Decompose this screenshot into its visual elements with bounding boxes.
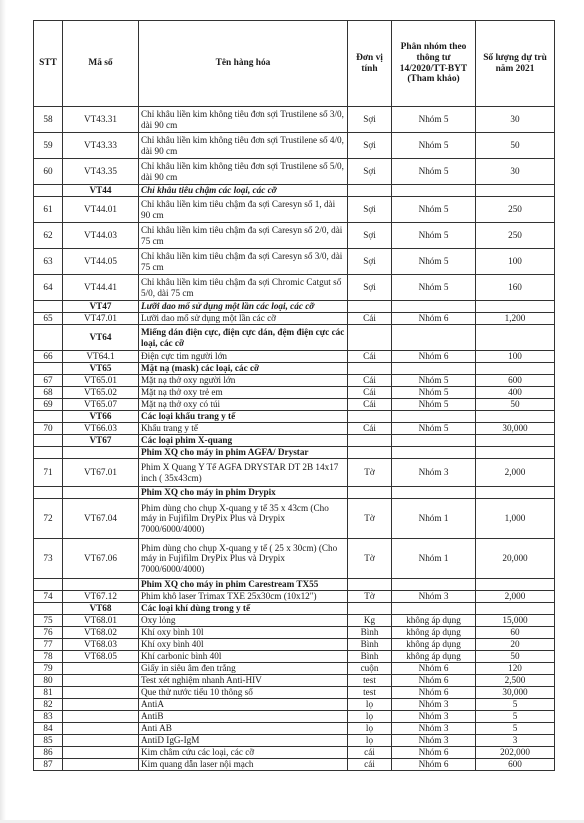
cell-stt: 63: [34, 249, 63, 275]
cell-qty: 60: [476, 627, 555, 639]
cell-code: VT65.01: [63, 375, 139, 387]
cell-code: VT68.05: [63, 651, 139, 663]
section-code: VT44: [63, 185, 139, 197]
table-row: [34, 107, 555, 133]
cell-group: Nhóm 5: [392, 399, 476, 411]
cell-group: Nhóm 5: [392, 223, 476, 249]
section-title: Mặt nạ (mask) các loại, các cỡ: [139, 363, 348, 375]
cell-code: [63, 675, 139, 687]
section-title: Các loại phim X-quang: [139, 435, 348, 447]
section-title: Các loại khẩu trang y tế: [139, 411, 348, 423]
section-row: [34, 411, 555, 423]
cell-qty: [476, 301, 555, 313]
cell-stt: 70: [34, 423, 63, 435]
table-row: [34, 387, 555, 399]
cell-code: VT67.04: [63, 499, 139, 539]
cell-group: không áp dụng: [392, 627, 476, 639]
cell-unit: Cái: [348, 375, 392, 387]
section-code: VT64: [63, 325, 139, 351]
table-row: [34, 759, 555, 771]
subsection-row: [34, 447, 555, 459]
cell-code: VT67.01: [63, 459, 139, 487]
cell-qty: 3: [476, 735, 555, 747]
cell-name: Khẩu trang y tế: [139, 423, 348, 435]
section-row: [34, 325, 555, 351]
table-row: [34, 591, 555, 603]
col-header-group: Phân nhóm theo thông tư 14/2020/TT-BYT (Tham khảo): [392, 21, 476, 107]
table-row: [34, 197, 555, 223]
cell-qty: 1,200: [476, 313, 555, 325]
cell-group: Nhóm 3: [392, 735, 476, 747]
table-row: [34, 249, 555, 275]
cell-qty: 2,000: [476, 459, 555, 487]
cell-group: [392, 325, 476, 351]
cell-unit: Sợi: [348, 249, 392, 275]
cell-unit: Kg: [348, 615, 392, 627]
cell-name: Điện cực tim người lớn: [139, 351, 348, 363]
cell-code: VT66.03: [63, 423, 139, 435]
cell-stt: [34, 447, 63, 459]
cell-unit: Sợi: [348, 197, 392, 223]
cell-stt: 76: [34, 627, 63, 639]
cell-unit: [348, 579, 392, 591]
cell-qty: 600: [476, 759, 555, 771]
cell-unit: Bình: [348, 651, 392, 663]
table-row: [34, 423, 555, 435]
cell-name: Chỉ khâu liền kim không tiêu đơn sợi Trustilene số 4/0, dài 90 cm: [139, 133, 348, 159]
cell-code: [63, 723, 139, 735]
cell-unit: Cái: [348, 399, 392, 411]
cell-name: Chỉ khâu liền kim tiêu chậm đa sợi Chromic Catgut số 5/0, dài 75 cm: [139, 275, 348, 301]
section-code: VT66: [63, 411, 139, 423]
cell-name: AntiB: [139, 711, 348, 723]
subsection-row: [34, 487, 555, 499]
cell-group: [392, 411, 476, 423]
table-row: [34, 499, 555, 539]
cell-name: Chỉ khâu liền kim không tiêu đơn sợi Trustilene số 5/0, dài 90 cm: [139, 159, 348, 185]
cell-name: Giấy in siêu âm đen trắng: [139, 663, 348, 675]
cell-stt: 72: [34, 499, 63, 539]
section-row: [34, 363, 555, 375]
section-row: [34, 603, 555, 615]
section-title: Miếng dán điện cực, điện cực dán, đệm điện cực các loại, các cỡ: [139, 325, 348, 351]
cell-stt: 62: [34, 223, 63, 249]
cell-name: Phim dùng cho chụp X-quang y tế 35 x 43cm (Cho máy in Fujifilm DryPix Plus và Drypix 7000/6000/4000): [139, 499, 348, 539]
cell-stt: 69: [34, 399, 63, 411]
cell-unit: test: [348, 675, 392, 687]
table-row: [34, 675, 555, 687]
cell-code: VT44.41: [63, 275, 139, 301]
cell-qty: 250: [476, 223, 555, 249]
section-row: [34, 301, 555, 313]
cell-name: Khí carbonic bình 40l: [139, 651, 348, 663]
cell-group: [392, 301, 476, 313]
cell-group: [392, 579, 476, 591]
cell-qty: [476, 325, 555, 351]
cell-qty: 160: [476, 275, 555, 301]
cell-unit: cái: [348, 759, 392, 771]
cell-code: VT43.31: [63, 107, 139, 133]
table-row: [34, 159, 555, 185]
cell-stt: [34, 301, 63, 313]
subsection-title: Phim XQ cho máy in phim Drypix: [139, 487, 348, 499]
cell-code: VT68.02: [63, 627, 139, 639]
cell-qty: 100: [476, 351, 555, 363]
cell-stt: 83: [34, 711, 63, 723]
cell-qty: 2,500: [476, 675, 555, 687]
cell-name: Chỉ khâu liền kim tiêu chậm đa sợi Caresyn số 3/0, dài 75 cm: [139, 249, 348, 275]
subsection-title: Phim XQ cho máy in phim AGFA/ Drystar: [139, 447, 348, 459]
cell-unit: Bình: [348, 639, 392, 651]
table-header-row: [34, 21, 555, 107]
cell-unit: Tờ: [348, 459, 392, 487]
cell-group: Nhóm 6: [392, 663, 476, 675]
cell-name: AntiD IgG-IgM: [139, 735, 348, 747]
cell-stt: 75: [34, 615, 63, 627]
cell-name: Lưỡi dao mổ sử dụng một lần các cỡ: [139, 313, 348, 325]
cell-qty: [476, 603, 555, 615]
cell-stt: 74: [34, 591, 63, 603]
table-row: [34, 399, 555, 411]
cell-unit: Sợi: [348, 107, 392, 133]
cell-group: Nhóm 3: [392, 699, 476, 711]
cell-stt: 78: [34, 651, 63, 663]
cell-unit: Cái: [348, 423, 392, 435]
cell-group: Nhóm 5: [392, 159, 476, 185]
cell-stt: 71: [34, 459, 63, 487]
cell-unit: [348, 435, 392, 447]
cell-unit: Cái: [348, 351, 392, 363]
cell-unit: lọ: [348, 735, 392, 747]
cell-unit: lọ: [348, 723, 392, 735]
cell-group: [392, 185, 476, 197]
cell-group: [392, 435, 476, 447]
table-row: [34, 351, 555, 363]
cell-unit: Tờ: [348, 591, 392, 603]
cell-code: [63, 663, 139, 675]
cell-code: [63, 735, 139, 747]
section-code: VT47: [63, 301, 139, 313]
table-row: [34, 375, 555, 387]
cell-group: [392, 603, 476, 615]
cell-name: Khí oxy bình 10l: [139, 627, 348, 639]
table-row: [34, 663, 555, 675]
cell-qty: 600: [476, 375, 555, 387]
cell-code: VT47.01: [63, 313, 139, 325]
cell-group: [392, 363, 476, 375]
cell-qty: 100: [476, 249, 555, 275]
cell-group: Nhóm 5: [392, 107, 476, 133]
cell-qty: 120: [476, 663, 555, 675]
cell-qty: 30,000: [476, 687, 555, 699]
cell-qty: [476, 185, 555, 197]
scan-edge-shadow: [0, 0, 6, 823]
cell-code: VT64.1: [63, 351, 139, 363]
cell-group: Nhóm 6: [392, 687, 476, 699]
cell-group: Nhóm 5: [392, 133, 476, 159]
table-row: [34, 459, 555, 487]
cell-name: Phim X Quang Y Tế AGFA DRYSTAR DT 2B 14x17 inch ( 35x43cm): [139, 459, 348, 487]
subsection-row: [34, 579, 555, 591]
cell-qty: 30: [476, 107, 555, 133]
cell-name: Khí oxy bình 40l: [139, 639, 348, 651]
table-row: [34, 627, 555, 639]
cell-group: Nhóm 3: [392, 723, 476, 735]
cell-name: Anti AB: [139, 723, 348, 735]
section-row: [34, 435, 555, 447]
table-row: [34, 687, 555, 699]
cell-name: AntiA: [139, 699, 348, 711]
cell-stt: 66: [34, 351, 63, 363]
cell-unit: Cái: [348, 313, 392, 325]
cell-stt: 80: [34, 675, 63, 687]
cell-name: Kim quang dẫn laser nội mạch: [139, 759, 348, 771]
cell-code: VT68.01: [63, 615, 139, 627]
cell-group: Nhóm 3: [392, 711, 476, 723]
cell-group: [392, 447, 476, 459]
table-row: [34, 275, 555, 301]
section-title: Chỉ khâu tiêu chậm các loại, các cỡ: [139, 185, 348, 197]
cell-group: Nhóm 5: [392, 423, 476, 435]
cell-unit: lọ: [348, 711, 392, 723]
cell-qty: 30: [476, 159, 555, 185]
cell-qty: [476, 447, 555, 459]
cell-unit: cuộn: [348, 663, 392, 675]
section-code: VT67: [63, 435, 139, 447]
cell-code: [63, 579, 139, 591]
cell-unit: Sợi: [348, 223, 392, 249]
cell-qty: 2,000: [476, 591, 555, 603]
cell-qty: [476, 363, 555, 375]
cell-qty: 15,000: [476, 615, 555, 627]
section-row: [34, 185, 555, 197]
cell-group: Nhóm 1: [392, 499, 476, 539]
cell-qty: [476, 435, 555, 447]
cell-group: Nhóm 5: [392, 197, 476, 223]
cell-qty: [476, 411, 555, 423]
cell-unit: Tờ: [348, 539, 392, 579]
cell-stt: 79: [34, 663, 63, 675]
cell-stt: 68: [34, 387, 63, 399]
cell-name: Mặt nạ thở oxy trẻ em: [139, 387, 348, 399]
cell-code: [63, 487, 139, 499]
table-row: [34, 711, 555, 723]
cell-unit: Sợi: [348, 159, 392, 185]
cell-stt: [34, 579, 63, 591]
cell-stt: [34, 325, 63, 351]
cell-code: [63, 747, 139, 759]
cell-group: không áp dụng: [392, 615, 476, 627]
section-code: VT65: [63, 363, 139, 375]
cell-unit: [348, 487, 392, 499]
cell-group: Nhóm 5: [392, 249, 476, 275]
cell-name: Oxy lỏng: [139, 615, 348, 627]
cell-code: VT67.12: [63, 591, 139, 603]
cell-unit: test: [348, 687, 392, 699]
cell-group: Nhóm 6: [392, 747, 476, 759]
cell-unit: [348, 411, 392, 423]
cell-code: VT65.07: [63, 399, 139, 411]
cell-name: Chỉ khâu liền kim tiêu chậm đa sợi Caresyn số 2/0, dài 75 cm: [139, 223, 348, 249]
cell-group: Nhóm 6: [392, 675, 476, 687]
table-row: [34, 699, 555, 711]
cell-group: [392, 487, 476, 499]
table-row: [34, 639, 555, 651]
table-row: [34, 747, 555, 759]
supply-table: [33, 20, 555, 771]
cell-code: VT65.02: [63, 387, 139, 399]
cell-unit: Tờ: [348, 499, 392, 539]
cell-stt: 77: [34, 639, 63, 651]
section-code: VT68: [63, 603, 139, 615]
cell-unit: Bình: [348, 627, 392, 639]
cell-qty: [476, 487, 555, 499]
table-row: [34, 223, 555, 249]
cell-group: không áp dụng: [392, 639, 476, 651]
cell-group: Nhóm 6: [392, 351, 476, 363]
cell-group: không áp dụng: [392, 651, 476, 663]
table-row: [34, 615, 555, 627]
cell-name: Phim khô laser Trimax TXE 25x30cm (10x12"): [139, 591, 348, 603]
cell-qty: 20: [476, 639, 555, 651]
cell-qty: 5: [476, 711, 555, 723]
cell-qty: 50: [476, 651, 555, 663]
cell-stt: 86: [34, 747, 63, 759]
cell-stt: 67: [34, 375, 63, 387]
col-header-code: Mã số: [63, 21, 139, 107]
cell-stt: [34, 363, 63, 375]
cell-code: [63, 711, 139, 723]
cell-code: [63, 759, 139, 771]
cell-unit: Sợi: [348, 275, 392, 301]
section-title: Các loại khí dùng trong y tế: [139, 603, 348, 615]
cell-qty: 50: [476, 399, 555, 411]
cell-qty: 30,000: [476, 423, 555, 435]
cell-stt: [34, 185, 63, 197]
cell-unit: [348, 363, 392, 375]
cell-name: Mặt nạ thở oxy người lớn: [139, 375, 348, 387]
cell-stt: 58: [34, 107, 63, 133]
cell-unit: Cái: [348, 387, 392, 399]
cell-name: Chỉ khâu liền kim không tiêu đơn sợi Trustilene số 3/0, dài 90 cm: [139, 107, 348, 133]
table-body: [34, 107, 555, 771]
cell-unit: [348, 185, 392, 197]
table-row: [34, 133, 555, 159]
cell-unit: [348, 301, 392, 313]
table-row: [34, 651, 555, 663]
cell-code: VT44.03: [63, 223, 139, 249]
cell-qty: 20,000: [476, 539, 555, 579]
table-row: [34, 313, 555, 325]
cell-stt: 65: [34, 313, 63, 325]
cell-unit: [348, 447, 392, 459]
cell-unit: lọ: [348, 699, 392, 711]
cell-stt: [34, 603, 63, 615]
table-row: [34, 539, 555, 579]
cell-unit: [348, 603, 392, 615]
cell-group: Nhóm 5: [392, 387, 476, 399]
cell-code: VT67.06: [63, 539, 139, 579]
cell-code: [63, 699, 139, 711]
subsection-title: Phim XQ cho máy in phim Carestream TX55: [139, 579, 348, 591]
cell-name: Test xét nghiệm nhanh Anti-HIV: [139, 675, 348, 687]
cell-stt: 61: [34, 197, 63, 223]
cell-code: VT43.33: [63, 133, 139, 159]
cell-name: Chỉ khâu liền kim tiêu chậm đa sợi Caresyn số 1, dài 90 cm: [139, 197, 348, 223]
section-title: Lưỡi dao mổ sử dụng một lần các loại, các cỡ: [139, 301, 348, 313]
col-header-unit: Đơn vị tính: [348, 21, 392, 107]
cell-stt: 82: [34, 699, 63, 711]
cell-stt: 64: [34, 275, 63, 301]
cell-stt: 81: [34, 687, 63, 699]
cell-group: Nhóm 6: [392, 759, 476, 771]
cell-group: Nhóm 5: [392, 275, 476, 301]
cell-code: [63, 447, 139, 459]
table-row: [34, 723, 555, 735]
cell-qty: 1,000: [476, 499, 555, 539]
cell-stt: 60: [34, 159, 63, 185]
cell-stt: 87: [34, 759, 63, 771]
cell-code: VT44.01: [63, 197, 139, 223]
col-header-name: Tên hàng hóa: [139, 21, 348, 107]
cell-code: VT43.35: [63, 159, 139, 185]
cell-group: Nhóm 6: [392, 313, 476, 325]
cell-group: Nhóm 3: [392, 591, 476, 603]
cell-stt: 59: [34, 133, 63, 159]
cell-stt: [34, 487, 63, 499]
cell-group: Nhóm 3: [392, 459, 476, 487]
cell-name: Que thử nước tiểu 10 thông số: [139, 687, 348, 699]
cell-stt: [34, 411, 63, 423]
col-header-stt: STT: [34, 21, 63, 107]
cell-code: VT44.05: [63, 249, 139, 275]
cell-name: Phim dùng cho chụp X-quang y tế ( 25 x 30cm) (Cho máy in Fujifilm DryPix Plus và Drypix 7000/6000/4000): [139, 539, 348, 579]
cell-qty: 400: [476, 387, 555, 399]
cell-unit: cái: [348, 747, 392, 759]
cell-code: VT68.03: [63, 639, 139, 651]
cell-stt: [34, 435, 63, 447]
table-row: [34, 735, 555, 747]
cell-code: [63, 687, 139, 699]
col-header-qty: Số lượng dự trù năm 2021: [476, 21, 555, 107]
cell-unit: Sợi: [348, 133, 392, 159]
cell-name: Mặt nạ thở oxy có túi: [139, 399, 348, 411]
cell-qty: 5: [476, 699, 555, 711]
cell-qty: 50: [476, 133, 555, 159]
cell-qty: 5: [476, 723, 555, 735]
cell-stt: 85: [34, 735, 63, 747]
cell-group: Nhóm 1: [392, 539, 476, 579]
cell-group: Nhóm 5: [392, 375, 476, 387]
cell-qty: [476, 579, 555, 591]
cell-qty: 202,000: [476, 747, 555, 759]
cell-stt: 84: [34, 723, 63, 735]
cell-unit: [348, 325, 392, 351]
cell-name: Kim châm cứu các loại, các cỡ: [139, 747, 348, 759]
cell-qty: 250: [476, 197, 555, 223]
cell-stt: 73: [34, 539, 63, 579]
